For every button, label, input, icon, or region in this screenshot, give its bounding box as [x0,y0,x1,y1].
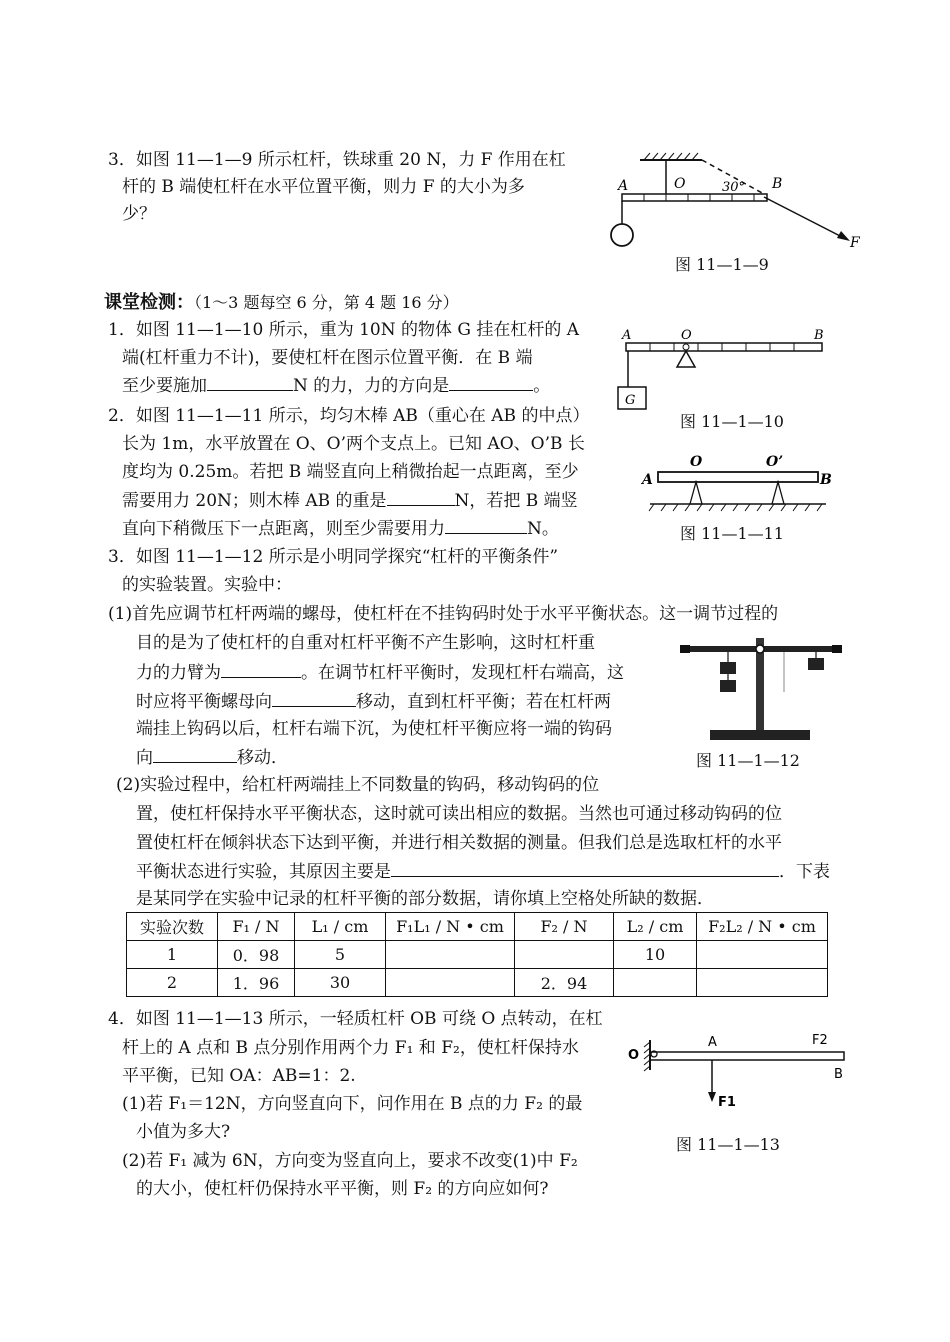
fig10-label-G: G [625,393,636,408]
p1-blank-direction[interactable] [449,372,533,391]
q3-line-1: 3．如图 11—1—9 所示杠杆，铁球重 20 N，力 F 作用在杠 [108,150,566,170]
p3-s1-line-6-b: 移动． [237,748,288,768]
fig13-label-F2: F2 [812,1033,828,1048]
p2-line-4-a: 需要用力 20N；则木棒 AB 的重是 [122,491,387,511]
p3-s1-line-3 [136,659,624,686]
p4-line-2: 杆上的 A 点和 B 点分别作用两个力 F₁ 和 F₂，使杠杆保持水 [122,1038,579,1058]
p3-s1-line-3-a: 力的力臂为 [136,663,221,683]
p3-blank-nut-direction[interactable] [272,688,356,707]
data-table [126,912,828,997]
fig9-label-O: O [674,176,686,192]
table-cell: 0．98 [218,941,295,969]
p2-line-5-b: N。 [527,519,559,539]
p3-s1-line-5: 端挂上钩码以后，杠杆右端下沉，为使杠杆平衡应将一端的钩码 [136,719,612,739]
table-header-cell: F₂L₂ / N • cm [697,913,828,941]
p1-line-2: 端(杠杆重力不计)，要使杠杆在图示位置平衡．在 B 端 [122,348,533,368]
fig11-caption: 图 11—1—11 [680,524,784,543]
table-cell-blank[interactable] [697,969,828,997]
fig13-label-O: O [628,1048,640,1063]
table-cell: 5 [295,941,386,969]
fig9-caption: 图 11—1—9 [675,255,769,274]
p3-blank-reason[interactable] [391,858,779,877]
fig10-caption: 图 11—1—10 [680,412,784,431]
p4-s1-line-2: 小值为多大? [136,1122,231,1142]
section-heading [104,290,459,316]
fig13-label-A: A [708,1035,717,1050]
p4-line-3: 平平衡，已知 OA：AB=1：2. [122,1066,356,1086]
p2-line-3: 度均为 0.25m。若把 B 端竖直向上稍微抬起一点距离，至少 [122,462,579,482]
table-cell-blank[interactable] [515,941,614,969]
p3-s1-line-6-a: 向 [136,748,153,768]
p1-line-1: 1．如图 11—1—10 所示，重为 10N 的物体 G 挂在杠杆的 A [108,320,580,340]
table-cell-blank[interactable] [386,969,515,997]
p1-line-3-c: 。 [533,376,551,396]
table-row [127,969,828,997]
p4-s2-line-2: 的大小，使杠杆仍保持水平平衡，则 F₂ 的方向应如何? [136,1179,549,1199]
table-cell: 1 [127,941,218,969]
p3-s1-line-6 [136,744,288,771]
p2-blank-force[interactable] [445,515,527,534]
p4-s2-line-1: (2)若 F₁ 减为 6N，方向变为竖直向上，要求不改变(1)中 F₂ [122,1151,578,1171]
p2-line-1: 2．如图 11—1—11 所示，均匀木棒 AB（重心在 AB 的中点） [108,406,590,426]
table-cell: 10 [614,941,697,969]
figure-11-1-12 [676,634,846,748]
table-header-cell: F₁ / N [218,913,295,941]
p3-s2-line-4-b: ．下表 [779,862,830,882]
figure-11-1-13 [626,1026,852,1116]
fig11-label-B: B [820,472,832,488]
table-header-cell: F₁L₁ / N • cm [386,913,515,941]
table-cell-blank[interactable] [697,941,828,969]
fig12-caption: 图 11—1—12 [696,751,800,770]
p1-line-3-b: N 的力，力的方向是 [293,376,450,396]
table-header-cell: 实验次数 [127,913,218,941]
table-cell: 1．96 [218,969,295,997]
table-header-cell: L₂ / cm [614,913,697,941]
q3-line-2: 杆的 B 端使杠杆在水平位置平衡，则力 F 的大小为多 [122,177,525,197]
figure-11-1-10 [610,325,832,415]
p3-s2-line-3: 置使杠杆在倾斜状态下达到平衡，并进行相关数据的测量。但我们总是选取杠杆的水平 [136,833,782,853]
figure-11-1-11 [640,450,840,516]
table-cell: 2．94 [515,969,614,997]
p3-blank-arm[interactable] [221,659,301,678]
p2-line-5 [122,515,559,542]
table-header-row [127,913,828,941]
p2-line-2: 长为 1m，水平放置在 O、O’两个支点上。已知 AO、O’B 长 [122,434,585,454]
p3-line-2: 的实验装置。实验中： [122,575,292,595]
fig10-label-B: B [814,328,824,343]
table-cell: 2 [127,969,218,997]
q3-line-3: 少？ [122,204,156,224]
table-header-cell: L₁ / cm [295,913,386,941]
p1-line-3-a: 至少要施加 [122,376,207,396]
p2-blank-weight[interactable] [387,487,455,506]
p3-s2-line-4-a: 平衡状态进行实验，其原因主要是 [136,862,391,882]
table-cell: 30 [295,969,386,997]
p4-s1-line-1: (1)若 F₁＝12N，方向竖直向下，问作用在 B 点的力 F₂ 的最 [122,1094,583,1114]
p2-line-5-a: 直向下稍微压下一点距离，则至少需要用力 [122,519,445,539]
section-note: （1～3 题每空 6 分，第 4 题 16 分） [194,293,459,312]
p4-line-1: 4．如图 11—1—13 所示，一轻质杠杆 OB 可绕 O 点转动，在杠 [108,1009,603,1029]
p3-s1-line-2: 目的是为了使杠杆的自重对杠杆平衡不产生影响，这时杠杆重 [136,633,595,653]
p1-blank-force[interactable] [207,372,293,391]
fig10-label-O: O [681,328,692,343]
p2-line-4 [122,487,578,514]
p3-s1-line-4-b: 移动，直到杠杆平衡；若在杠杆两 [356,692,611,712]
p3-s2-line-2: 置，使杠杆保持水平平衡状态，这时就可读出相应的数据。当然也可通过移动钩码的位 [136,804,782,824]
fig11-label-O2: O’ [766,454,784,470]
table-row [127,941,828,969]
p2-line-4-b: N，若把 B 端竖 [454,491,578,511]
fig9-label-angle: 30° [722,180,746,195]
p3-s1-line-3-b: 。在调节杠杆平衡时，发现杠杆右端高，这 [301,663,624,683]
fig11-label-O: O [690,454,703,470]
p3-s2-line-5: 是某同学在实验中记录的杠杆平衡的部分数据，请你填上空格处所缺的数据． [136,889,714,909]
fig13-label-F1: F1 [718,1095,736,1110]
p3-s2-line-1: (2)实验过程中，给杠杆两端挂上不同数量的钩码，移动钩码的位 [116,775,600,795]
fig13-caption: 图 11—1—13 [676,1135,780,1154]
p1-line-3 [122,372,550,399]
fig10-label-A: A [622,328,632,343]
p3-line-1: 3．如图 11—1—12 所示是小明同学探究“杠杆的平衡条件” [108,547,559,567]
fig9-label-A: A [618,178,629,194]
table-cell-blank[interactable] [386,941,515,969]
section-title: 课堂检测： [104,292,194,313]
fig13-label-B: B [834,1067,843,1082]
p3-s1-line-4-a: 时应将平衡螺母向 [136,692,272,712]
figure-11-1-9 [604,148,874,252]
table-cell-blank[interactable] [614,969,697,997]
fig9-label-F: F [850,235,860,251]
p3-blank-weight-direction[interactable] [153,744,237,763]
fig9-label-B: B [772,176,783,192]
fig11-label-A: A [642,472,653,488]
table-header-cell: F₂ / N [515,913,614,941]
p3-s1-line-4 [136,688,611,715]
p3-s2-line-4 [136,858,830,885]
p3-s1-line-1: (1)首先应调节杠杆两端的螺母，使杠杆在不挂钩码时处于水平平衡状态。这一调节过程的 [108,604,779,624]
